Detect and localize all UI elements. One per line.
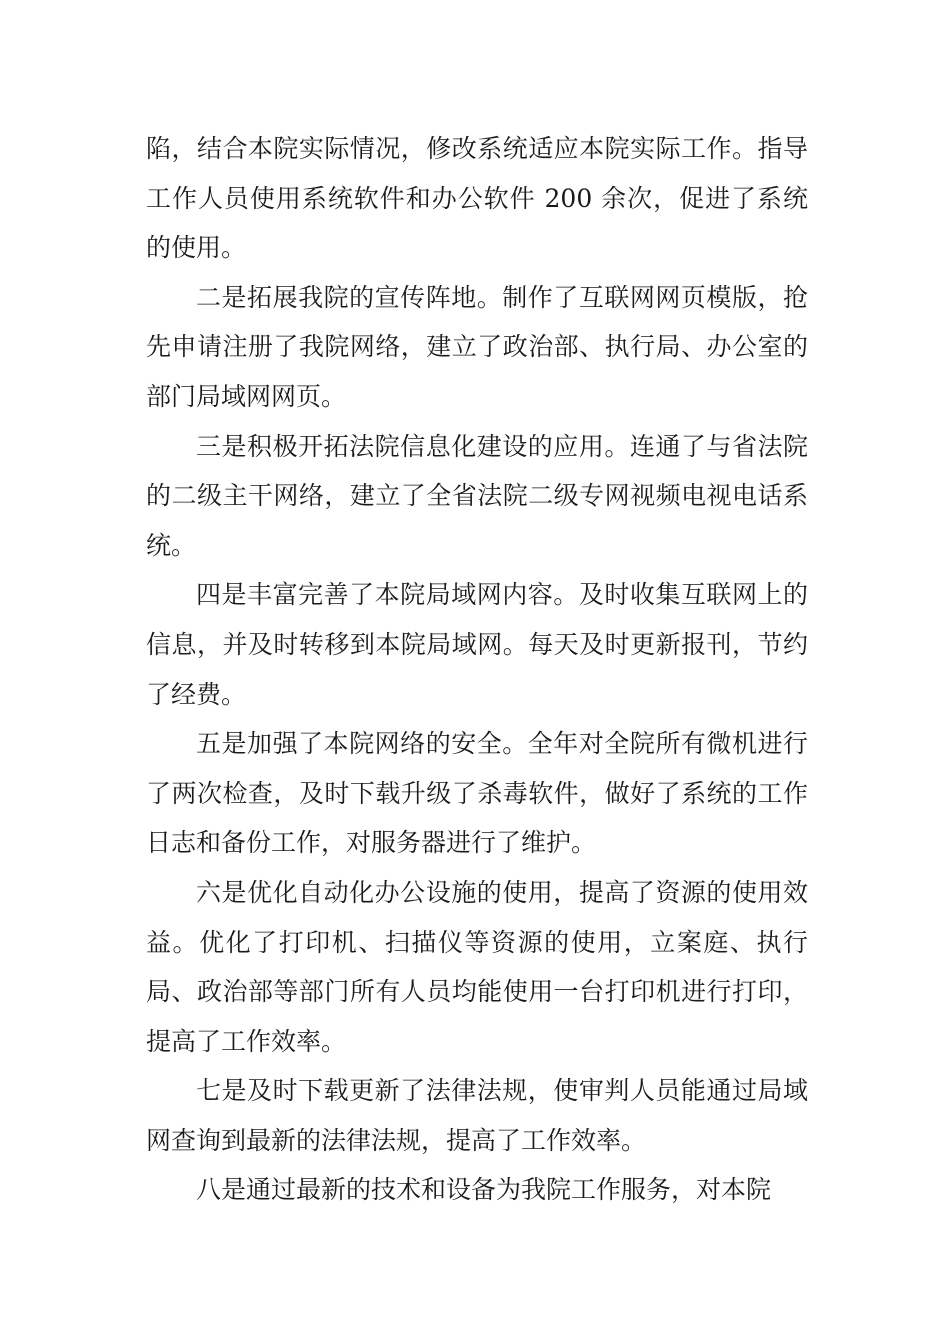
paragraph-2: 二是拓展我院的宣传阵地。制作了互联网网页模版，抢先申请注册了我院网络，建立了政治部、执行局、办公室的部门局域网网页。: [146, 282, 808, 411]
paragraph-continuation: 陷，结合本院实际情况，修改系统适应本院实际工作。指导工作人员使用系统软件和办公软件 200 余次，促进了系统的使用。: [146, 134, 808, 263]
paragraph-3: 三是积极开拓法院信息化建设的应用。连通了与省法院的二级主干网络，建立了全省法院二级专网视频电视电话系统。: [146, 431, 808, 560]
paragraph-6: 六是优化自动化办公设施的使用，提高了资源的使用效益。优化了打印机、扫描仪等资源的使用，立案庭、执行局、政治部等部门所有人员均能使用一台打印机进行打印，提高了工作效率。: [146, 877, 808, 1056]
document-body: [146, 124, 808, 1215]
paragraph-4: 四是丰富完善了本院局域网内容。及时收集互联网上的信息，并及时转移到本院局域网。每天及时更新报刊，节约了经费。: [146, 580, 808, 709]
paragraph-7: 七是及时下载更新了法律法规，使审判人员能通过局域网查询到最新的法律法规，提高了工作效率。: [146, 1076, 808, 1155]
paragraph-8: 八是通过最新的技术和设备为我院工作服务，对本院: [196, 1175, 772, 1205]
paragraph-5: 五是加强了本院网络的安全。全年对全院所有微机进行了两次检查，及时下载升级了杀毒软件，做好了系统的工作日志和备份工作，对服务器进行了维护。: [146, 729, 808, 858]
